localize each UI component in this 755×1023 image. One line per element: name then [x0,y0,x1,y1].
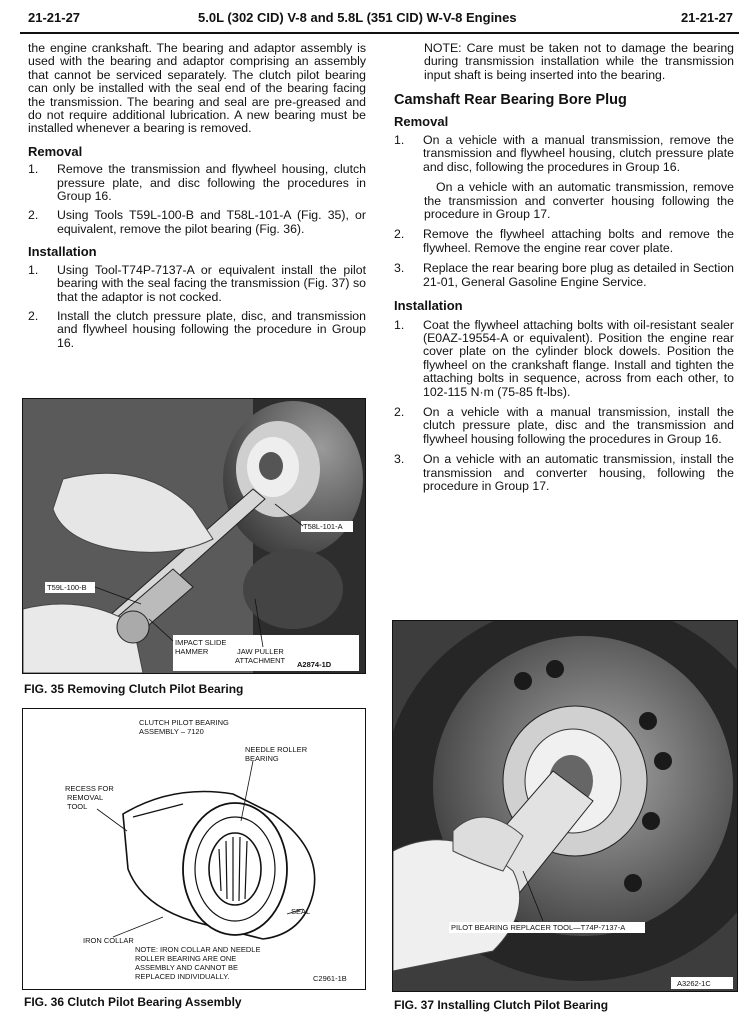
removal-step-1: 1. Remove the transmission and flywheel housing, clutch pressure plate, and disc following the procedures in Group 16. [28,162,366,204]
fig36-label-assembly-1: CLUTCH PILOT BEARING [139,718,229,727]
transmission-note: NOTE: Care must be taken not to damage the bearing during transmission installation while the transmission input shaft is being inserted into the bearing. [424,41,734,82]
header-rule [20,32,739,34]
page-header [0,6,755,30]
fig36-label-needle-1: NEEDLE ROLLER [245,745,308,754]
plug-install-step-2: 2. On a vehicle with a manual transmission, install the clutch pressure plate, disc and the transmission and flywheel housing following the procedures in Group 16. [394,404,734,446]
fig37-caption: FIG. 37 Installing Clutch Pilot Bearing [394,998,609,1012]
left-column [28,42,366,350]
fig36-diagram [22,708,366,990]
fig37-illustration [393,621,737,991]
fig36-label-recess-3: TOOL [67,802,88,811]
fig36-label-needle-2: BEARING [245,754,279,763]
page-number-right: 21-21-27 [680,10,733,25]
fig35-photo [22,398,366,674]
fig36-label-recess-1: RECESS FOR [65,784,114,793]
fig35-label-impact-2: HAMMER [175,647,209,656]
removal-heading: Removal [28,143,83,159]
fig35-label-t58: T58L-101-A [303,522,343,531]
fig35-label-jaw-1: JAW PULLER [237,647,284,656]
fig35-label-impact-1: IMPACT SLIDE [175,638,227,647]
plug-removal-step-1: 1. On a vehicle with a manual transmission, remove the transmission and flywheel housing, clutch pressure plate and disc, following the procedures in Group 16. [394,133,734,174]
removal-heading-right: Removal [394,113,449,129]
fig35-label-t59: T59L-100-B [47,583,87,592]
intro-paragraph: the engine crankshaft. The bearing and adaptor assembly is used with the bearing and adaptor comprising an assembly that cannot be serviced separately. The clutch pilot bearing can only be installed with the seal end of the bearing facing the transmission. The bearing and seal are pre-greased and do not require additional lubrication. A new bearing must be installed whenever a bearing is removed. [28,41,366,136]
right-column [394,42,734,493]
fig36-label-seal: SEAL [291,907,311,916]
page-number-left: 21-21-27 [28,10,81,25]
fig36-note-3: ASSEMBLY AND CANNOT BE [135,963,238,972]
fig36-caption: FIG. 36 Clutch Pilot Bearing Assembly [24,995,242,1009]
fig37-code: A3262-1C [677,979,711,988]
plug-removal-step-3: 3. Replace the rear bearing bore plug as detailed in Section 21-01, General Gasoline Engine Service. [394,261,734,289]
section-title: Camshaft Rear Bearing Bore Plug [394,92,627,109]
fig35-illustration [23,399,365,673]
fig35-caption: FIG. 35 Removing Clutch Pilot Bearing [24,682,244,696]
fig35-code: A2874-1D [297,660,332,669]
fig35-label-jaw-2: ATTACHMENT [235,656,286,665]
fig36-label-assembly-2: ASSEMBLY – 7120 [139,727,204,736]
fig36-note-4: REPLACED INDIVIDUALLY. [135,972,230,981]
plug-install-step-1: 1. Coat the flywheel attaching bolts with oil-resistant sealer (E0AZ-19554-A or equivalent). Position the engine rear cover plate on the cylinder block dowels. Position the flywheel on the crankshaft flange. Install and tighten the attaching bolts in sequence, across from each other, to 102-115 N·m (75-85 ft-lbs). [394,317,734,399]
installation-heading-right: Installation [394,298,463,314]
fig36-note-1: NOTE: IRON COLLAR AND NEEDLE [135,945,261,954]
removal-step-2: 2. Using Tools T59L-100-B and T58L-101-A (Fig. 35), or equivalent, remove the pilot bearing (Fig. 36). [28,208,366,236]
installation-heading: Installation [28,244,97,260]
plug-removal-step-2: 2. Remove the flywheel attaching bolts and remove the flywheel. Remove the engine rear cover plate. [394,227,734,255]
fig36-illustration [23,709,365,989]
installation-step-2: 2. Install the clutch pressure plate, disc, and transmission and flywheel housing following the procedure in Group 16. [28,308,366,350]
fig37-photo [392,620,738,992]
fig37-label-tool: PILOT BEARING REPLACER TOOL—T74P-7137-A [451,923,626,932]
fig36-code: C2961-1B [313,974,347,983]
fig36-label-recess-2: REMOVAL [67,793,104,802]
page-title: 5.0L (302 CID) V-8 and 5.8L (351 CID) W-V-8 Engines [198,10,517,25]
fig36-label-iron-collar: IRON COLLAR [83,936,134,945]
installation-step-1: 1. Using Tool-T74P-7137-A or equivalent install the pilot bearing with the seal facing the transmission (Fig. 37) so that the adaptor is not cocked. [28,262,366,304]
plug-install-step-3: 3. On a vehicle with an automatic transmission, install the transmission and converter housing, following the procedure in Group 17. [394,452,734,493]
plug-removal-step-1b: On a vehicle with an automatic transmission, remove the transmission and converter housing following the procedure in Group 17. [424,180,734,222]
fig36-note-2: ROLLER BEARING ARE ONE [135,954,237,963]
